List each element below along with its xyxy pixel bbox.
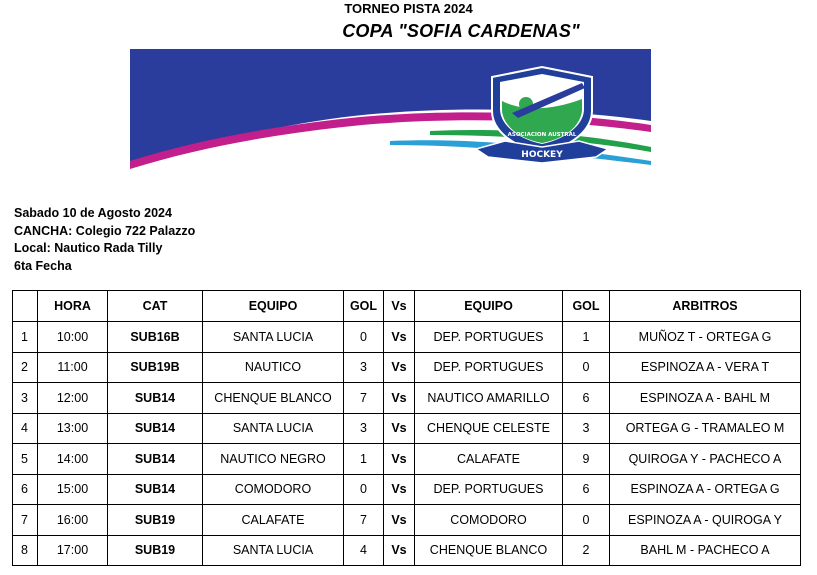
row-vs: Vs [384,383,415,414]
row-cat: SUB19B [108,352,203,383]
row-gol-home: 3 [344,413,384,444]
row-cat: SUB19 [108,535,203,566]
row-gol-away: 6 [563,383,610,414]
row-gol-home: 0 [344,322,384,353]
row-equipo-away: DEP. PORTUGUES [415,352,563,383]
row-num: 5 [13,444,38,475]
round-line: 6ta Fecha [14,258,72,273]
col-header-vs: Vs [384,291,415,322]
row-gol-away: 1 [563,322,610,353]
row-hora: 10:00 [38,322,108,353]
match-info [14,205,195,275]
table-row [13,352,801,383]
row-equipo-away: COMODORO [415,505,563,536]
col-header-arbitros: ARBITROS [610,291,801,322]
row-gol-home: 3 [344,352,384,383]
row-equipo-away: CALAFATE [415,444,563,475]
row-num: 2 [13,352,38,383]
logo-text-small: ASOCIACION AUSTRAL [507,132,577,138]
row-arbitros: MUÑOZ T - ORTEGA G [610,322,801,353]
row-gol-home: 7 [344,505,384,536]
table-row [13,444,801,475]
logo-text-hockey: HOCKEY [521,150,563,160]
row-equipo-away: CHENQUE BLANCO [415,535,563,566]
row-cat: SUB16B [108,322,203,353]
row-cat: SUB19 [108,505,203,536]
banner [130,49,651,173]
col-header-hora: HORA [38,291,108,322]
row-num: 3 [13,383,38,414]
row-equipo-home: NAUTICO [203,352,344,383]
host-line: Local: Nautico Rada Tilly [14,241,163,255]
field-line: CANCHA: Colegio 722 Palazzo [14,223,196,238]
row-gol-away: 2 [563,535,610,566]
row-equipo-home: NAUTICO NEGRO [203,444,344,475]
row-gol-home: 0 [344,474,384,505]
row-vs: Vs [384,474,415,505]
row-equipo-home: SANTA LUCIA [203,322,344,353]
row-equipo-away: DEP. PORTUGUES [415,474,563,505]
col-header-gol-away: GOL [563,291,610,322]
tournament-title: TORNEO PISTA 2024 [344,1,473,16]
table-row [13,413,801,444]
row-gol-away: 0 [563,505,610,536]
row-arbitros: BAHL M - PACHECO A [610,535,801,566]
row-equipo-home: CHENQUE BLANCO [203,383,344,414]
row-gol-away: 0 [563,352,610,383]
row-vs: Vs [384,352,415,383]
row-cat: SUB14 [108,413,203,444]
col-header-equipo-away: EQUIPO [415,291,563,322]
row-vs: Vs [384,505,415,536]
row-equipo-home: SANTA LUCIA [203,535,344,566]
row-arbitros: QUIROGA Y - PACHECO A [610,444,801,475]
row-vs: Vs [384,535,415,566]
row-gol-away: 9 [563,444,610,475]
row-gol-away: 6 [563,474,610,505]
row-vs: Vs [384,444,415,475]
col-header-gol-home: GOL [344,291,384,322]
row-cat: SUB14 [108,474,203,505]
row-num: 4 [13,413,38,444]
row-cat: SUB14 [108,444,203,475]
table-row [13,383,801,414]
row-equipo-away: DEP. PORTUGUES [415,322,563,353]
row-equipo-home: CALAFATE [203,505,344,536]
row-cat: SUB14 [108,383,203,414]
hockey-shield-logo [476,67,608,163]
row-hora: 12:00 [38,383,108,414]
row-vs: Vs [384,322,415,353]
row-gol-home: 7 [344,383,384,414]
row-hora: 17:00 [38,535,108,566]
row-arbitros: ESPINOZA A - ORTEGA G [610,474,801,505]
row-gol-away: 3 [563,413,610,444]
row-equipo-home: COMODORO [203,474,344,505]
row-arbitros: ESPINOZA A - VERA T [610,352,801,383]
row-arbitros: ESPINOZA A - BAHL M [610,383,801,414]
table-body [13,322,801,566]
row-hora: 13:00 [38,413,108,444]
row-equipo-away: NAUTICO AMARILLO [415,383,563,414]
col-header-equipo-home: EQUIPO [203,291,344,322]
row-num: 7 [13,505,38,536]
table-row [13,322,801,353]
table-row [13,535,801,566]
row-gol-home: 4 [344,535,384,566]
row-gol-home: 1 [344,444,384,475]
col-header-cat: CAT [108,291,203,322]
row-arbitros: ORTEGA G - TRAMALEO M [610,413,801,444]
col-header-num [13,291,38,322]
row-vs: Vs [384,413,415,444]
row-hora: 14:00 [38,444,108,475]
row-equipo-home: SANTA LUCIA [203,413,344,444]
table-row [13,505,801,536]
date-line: Sabado 10 de Agosto 2024 [14,206,172,220]
row-hora: 11:00 [38,352,108,383]
table-row [13,474,801,505]
row-hora: 15:00 [38,474,108,505]
row-equipo-away: CHENQUE CELESTE [415,413,563,444]
row-hora: 16:00 [38,505,108,536]
fixture-table [12,290,801,566]
row-num: 8 [13,535,38,566]
row-num: 1 [13,322,38,353]
row-arbitros: ESPINOZA A - QUIROGA Y [610,505,801,536]
table-header-row [13,291,801,322]
cup-title: COPA "SOFIA CARDENAS" [342,21,580,41]
row-num: 6 [13,474,38,505]
